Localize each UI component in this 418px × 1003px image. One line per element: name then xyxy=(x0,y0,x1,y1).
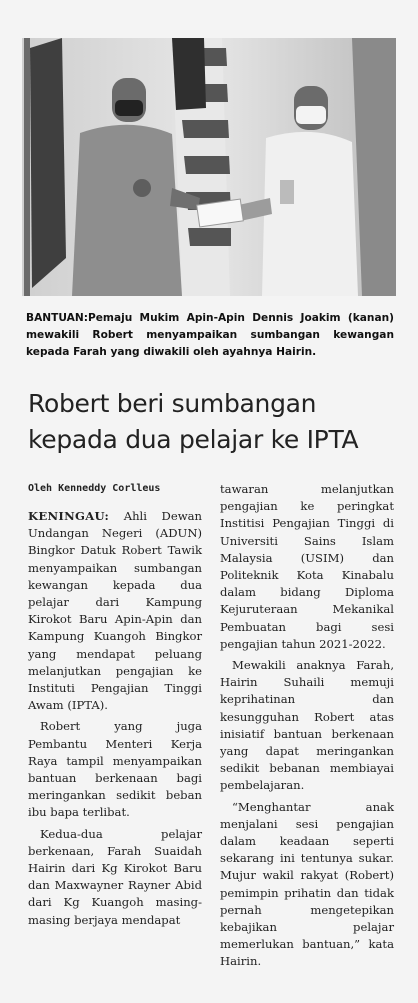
photo-caption xyxy=(26,310,394,361)
caption-label: BANTUAN: xyxy=(26,312,88,324)
photo-illustration xyxy=(22,38,396,296)
flag-left xyxy=(30,38,66,288)
paragraph: “Menghantar anak menjalani sesi pengajian dalam keadaan seperti sekarang ini tentunya sukar. Mujur wakil rakyat (Robert) pemimpin prihatin dan tidak pernah mengetepikan kebajikan pelajar memerlukan bantuan,” kata Hairin. xyxy=(220,799,394,969)
article-column-right xyxy=(220,481,394,975)
caption-text: Pemaju Mukim Apin-Apin Dennis Joakim (kanan) mewakili Robert menyampaikan sumbangan kewangan kepada Farah yang diwakili oleh ayahnya Hairin. xyxy=(26,312,394,358)
paragraph: tawaran melanjutkan pengajian ke peringkat Institisi Pengajian Tinggi di Universiti Sains Islam Malaysia (USIM) dan Politeknik Kota Kinabalu dalam bidang Diploma Kejuruteraan Mekanikal Pembuatan bagi sesi pengajian tahun 2021-2022. xyxy=(220,482,394,651)
striped-flag xyxy=(172,38,231,296)
headline: Robert beri sumbangan kepada dua pelajar ke IPTA xyxy=(28,389,359,454)
paragraph: Kedua-dua pelajar berkenaan, Farah Suaidah Hairin dari Kg Kirokot Baru dan Maxwayner Rayner Abid dari Kg Kuangoh masing-masing berjaya mendapat xyxy=(28,826,202,927)
paragraph: Robert yang juga Pembantu Menteri Kerja Raya tampil menyampaikan bantuan berkenaan bagi meringankan sedikit beban ibu bapa terlibat. xyxy=(28,719,202,820)
paragraph: Mewakili anaknya Farah, Hairin Suhaili memuji keprihatinan dan kesungguhan Robert atas inisiatif bantuan berkenaan yang dapat meringankan sedikit bebanan membiayai pembelajaran. xyxy=(220,658,394,793)
byline: Oleh Kenneddy Corlleus xyxy=(28,483,161,494)
paragraph xyxy=(28,508,202,714)
article-column-left xyxy=(28,508,202,933)
paragraph-text: Ahli Dewan Undangan Negeri (ADUN) Bingkor Datuk Robert Tawik menyampaikan sumbangan kewangan kepada dua pelajar dari Kampung Kirokot Baru Apin-Apin dan Kampung Kuangoh Bingkor yang mendapat peluang melanjutkan pengajian ke Instituti Pengajian Tinggi Awam (IPTA). xyxy=(28,509,203,713)
flag-pole xyxy=(24,38,30,296)
news-photo xyxy=(22,38,396,296)
dateline: KENINGAU: xyxy=(28,509,110,523)
